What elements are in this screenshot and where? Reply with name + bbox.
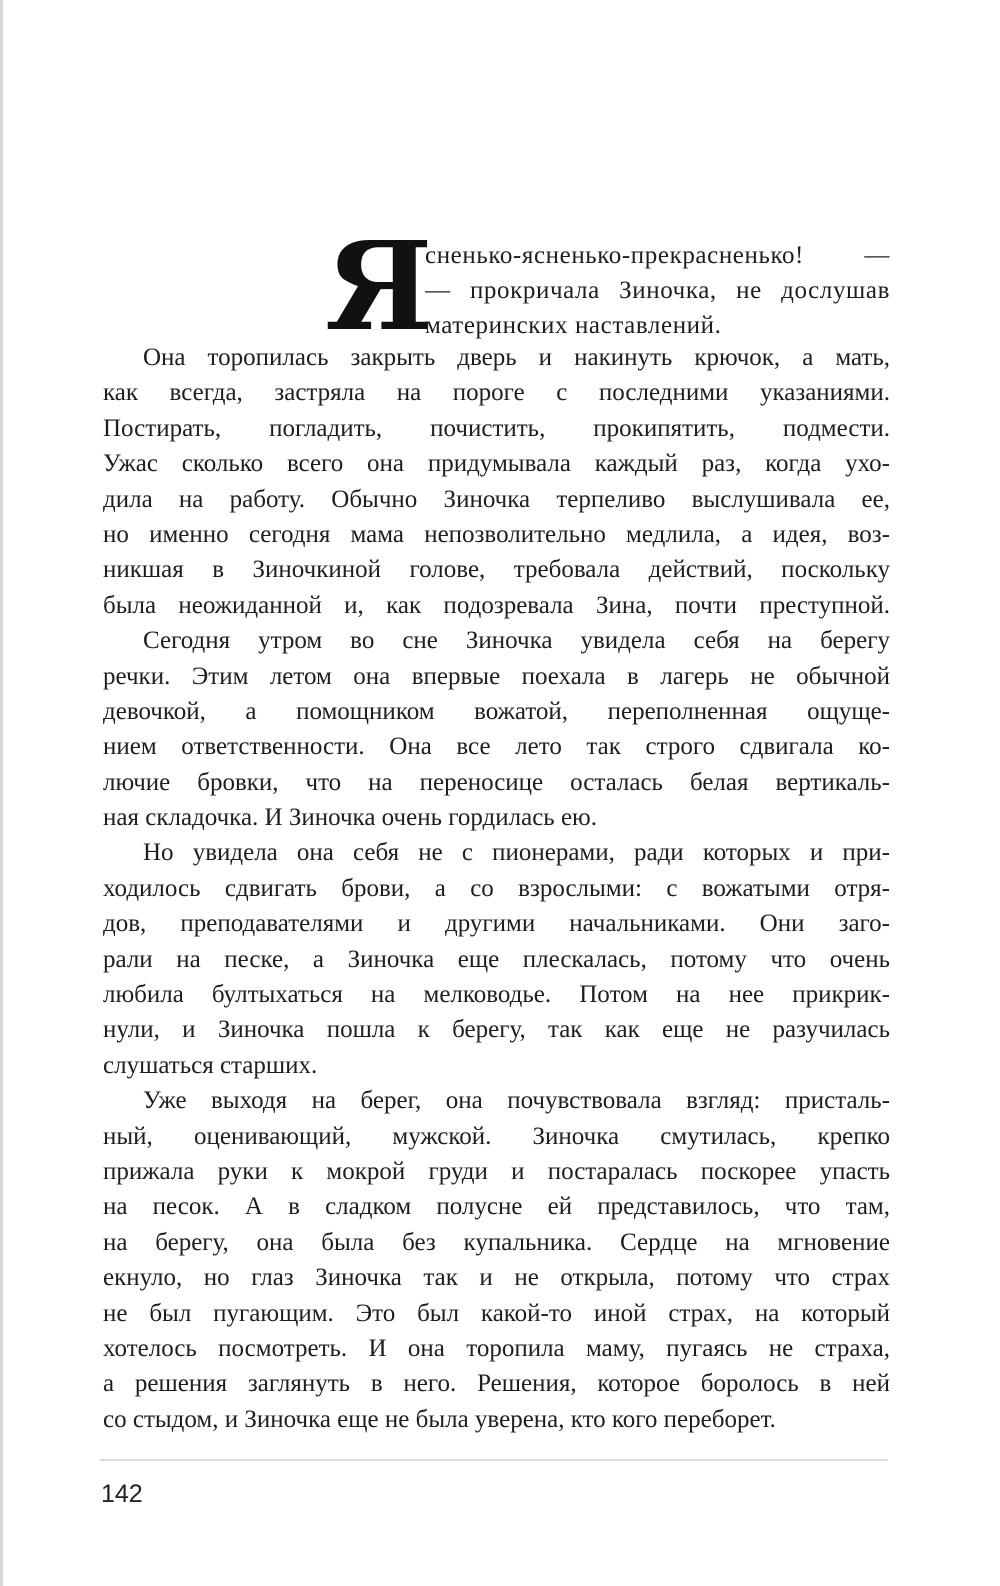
page-number: 142 xyxy=(101,1480,143,1508)
text-line: Уже выходя на берег, она почувствовала взгляд: присталь- xyxy=(143,1087,890,1115)
text-line: на песок. А в сладком полусне ей представилось, что там, xyxy=(103,1193,890,1221)
opening-lines xyxy=(425,238,890,343)
footer-divider xyxy=(100,1459,888,1461)
text-line: а решения заглянуть в него. Решения, которое боролось в ней xyxy=(103,1370,890,1398)
text-line: прижала руки к мокрой груди и постаралась поскорее упасть xyxy=(103,1157,890,1185)
chapter-text xyxy=(103,214,890,1437)
text-line: Но увидела она себя не с пионерами, ради которых и при- xyxy=(143,839,890,867)
drop-cap: Я xyxy=(325,214,433,358)
text-line: Постирать, погладить, почистить, прокипятить, подмести. xyxy=(103,414,890,442)
text-line: нием ответственности. Она все лето так строго сдвигала ко- xyxy=(103,733,890,761)
text-line: любила бултыхаться на мелководье. Потом на нее прикрик- xyxy=(103,981,890,1009)
text-line: дила на работу. Обычно Зиночка терпеливо выслушивала ее, xyxy=(103,485,890,513)
text-line: Ужас сколько всего она придумывала каждый раз, когда ухо- xyxy=(103,450,890,478)
text-line: ная складочка. И Зиночка очень гордилась ею. xyxy=(103,804,597,832)
text-line: хотелось посмотреть. И она торопила маму, пугаясь не страха, xyxy=(103,1334,890,1362)
text-line: никшая в Зиночкиной голове, требовала действий, поскольку xyxy=(103,556,890,584)
text-line: была неожиданной и, как подозревала Зина, почти преступной. xyxy=(103,591,890,619)
text-line: речки. Этим летом она впервые поехала в лагерь не обычной xyxy=(103,662,890,690)
text-line: как всегда, застряла на пороге с последними указаниями. xyxy=(103,379,890,407)
text-line: на берегу, она была без купальника. Сердце на мгновение xyxy=(103,1228,890,1256)
text-line: лючие бровки, что на переносице осталась белая вертикаль- xyxy=(103,768,890,796)
text-line: нули, и Зиночка пошла к берегу, так как еще не разучилась xyxy=(103,1016,890,1044)
paragraph xyxy=(103,340,890,623)
text-line: рали на песке, а Зиночка еще плескалась, потому что очень xyxy=(103,945,890,973)
paragraph xyxy=(103,1083,890,1437)
paragraph xyxy=(103,623,890,835)
text-line: ходилось сдвигать брови, а со взрослыми: с вожатыми отря- xyxy=(103,874,890,902)
text-line: слушаться старших. xyxy=(103,1051,318,1079)
text-line: девочкой, а помощником вожатой, переполненная ощуще- xyxy=(103,697,890,725)
text-line: ный, оценивающий, мужской. Зиночка смутилась, крепко xyxy=(103,1122,890,1150)
paragraph xyxy=(103,835,890,1083)
opening-line: — прокричала Зиночка, не дослушав xyxy=(425,277,890,304)
text-line: со стыдом, и Зиночка еще не была уверена, кто кого переборет. xyxy=(103,1405,776,1433)
text-line: екнуло, но глаз Зиночка так и не открыла, потому что страх xyxy=(103,1264,890,1292)
page-edge xyxy=(0,0,3,1586)
opening-line: сненько-ясненько-прекрасненько! — xyxy=(425,242,890,269)
text-line: но именно сегодня мама непозволительно медлила, а идея, воз- xyxy=(103,520,890,548)
text-line: не был пугающим. Это был какой-то иной страх, на который xyxy=(103,1299,890,1327)
opening-line: материнских наставлений. xyxy=(425,312,722,339)
text-line: Сегодня утром во сне Зиночка увидела себя на берегу xyxy=(143,627,890,655)
text-line: Она торопилась закрыть дверь и накинуть крючок, а мать, xyxy=(143,344,890,371)
text-line: дов, преподавателями и другими начальниками. Они заго- xyxy=(103,910,890,938)
